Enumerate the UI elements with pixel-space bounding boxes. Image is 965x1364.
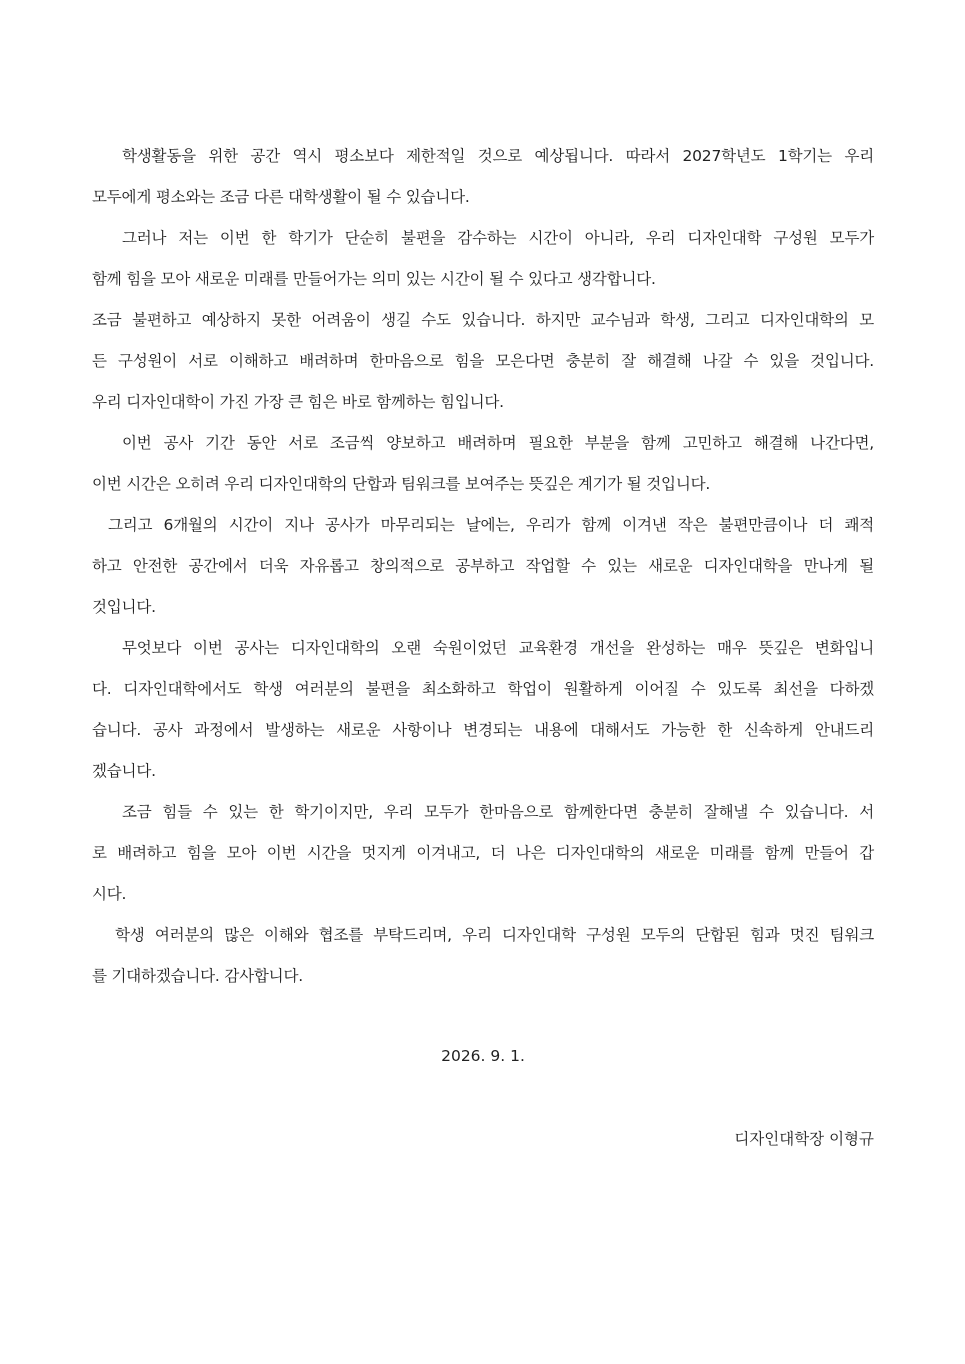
letter-line: 다. 디자인대학에서도 학생 여러분의 불편을 최소화하고 학업이 원활하게 이어질 수 있도록 최선을 다하겠 <box>92 680 874 698</box>
letter-line: 이번 시간은 오히려 우리 디자인대학의 단합과 팀워크를 보여주는 뜻깊은 계기가 될 것입니다. <box>92 475 711 493</box>
letter-line: 그러나 저는 이번 한 학기가 단순히 불편을 감수하는 시간이 아니라, 우리 디자인대학 구성원 모두가 <box>122 229 874 247</box>
letter-line: 시다. <box>92 885 127 903</box>
letter-page <box>92 0 874 1364</box>
letter-line: 것입니다. <box>92 598 156 616</box>
letter-line: 우리 디자인대학이 가진 가장 큰 힘은 바로 함께하는 힘입니다. <box>92 393 504 411</box>
letter-line: 조금 힘들 수 있는 한 학기이지만, 우리 모두가 한마음으로 함께한다면 충분히 잘해낼 수 있습니다. 서 <box>122 803 874 821</box>
letter-line: 모두에게 평소와는 조금 다른 대학생활이 될 수 있습니다. <box>92 188 470 206</box>
letter-line: 든 구성원이 서로 이해하고 배려하며 한마음으로 힘을 모은다면 충분히 잘 해결해 나갈 수 있을 것입니다. <box>92 352 874 370</box>
letter-signature: 디자인대학장 이형규 <box>734 1130 874 1148</box>
letter-line: 그리고 6개월의 시간이 지나 공사가 마무리되는 날에는, 우리가 함께 이겨낸 작은 불편만큼이나 더 쾌적 <box>108 516 874 534</box>
letter-line: 하고 안전한 공간에서 더욱 자유롭고 창의적으로 공부하고 작업할 수 있는 새로운 디자인대학을 만나게 될 <box>92 557 874 575</box>
letter-date: 2026. 9. 1. <box>441 1047 525 1065</box>
letter-line: 이번 공사 기간 동안 서로 조금씩 양보하고 배려하며 필요한 부분을 함께 고민하고 해결해 나간다면, <box>122 434 874 452</box>
letter-line: 무엇보다 이번 공사는 디자인대학의 오랜 숙원이었던 교육환경 개선을 완성하는 매우 뜻깊은 변화입니 <box>122 639 874 657</box>
letter-line: 학생 여러분의 많은 이해와 협조를 부탁드리며, 우리 디자인대학 구성원 모두의 단합된 힘과 멋진 팀워크 <box>115 926 874 944</box>
letter-line: 로 배려하고 힘을 모아 이번 시간을 멋지게 이겨내고, 더 나은 디자인대학의 새로운 미래를 함께 만들어 갑 <box>92 844 874 862</box>
letter-line: 겠습니다. <box>92 762 156 780</box>
letter-line: 학생활동을 위한 공간 역시 평소보다 제한적일 것으로 예상됩니다. 따라서 2027학년도 1학기는 우리 <box>122 147 874 165</box>
letter-line: 함께 힘을 모아 새로운 미래를 만들어가는 의미 있는 시간이 될 수 있다고 생각합니다. <box>92 270 656 288</box>
letter-line: 습니다. 공사 과정에서 발생하는 새로운 사항이나 변경되는 내용에 대해서도 가능한 한 신속하게 안내드리 <box>92 721 874 739</box>
letter-line: 를 기대하겠습니다. 감사합니다. <box>92 967 303 985</box>
letter-line: 조금 불편하고 예상하지 못한 어려움이 생길 수도 있습니다. 하지만 교수님과 학생, 그리고 디자인대학의 모 <box>92 311 874 329</box>
